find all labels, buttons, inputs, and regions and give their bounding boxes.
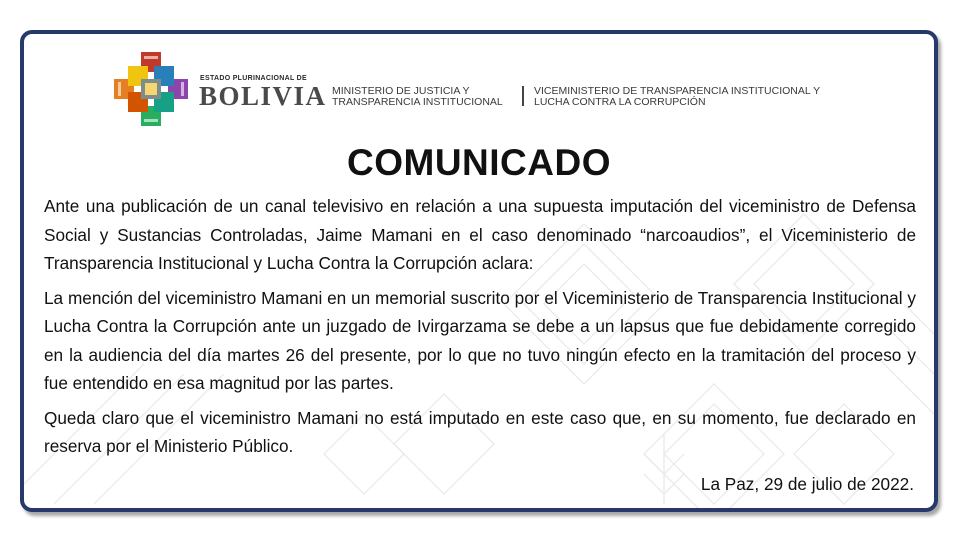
ministry-line-2: TRANSPARENCIA INSTITUCIONAL bbox=[332, 96, 503, 108]
document-body bbox=[44, 192, 916, 467]
institution-header bbox=[114, 52, 874, 122]
document-date: La Paz, 29 de julio de 2022. bbox=[700, 474, 914, 494]
ministry-name bbox=[332, 86, 503, 108]
document-title: COMUNICADO bbox=[347, 142, 611, 183]
communique-frame bbox=[20, 30, 938, 512]
viceministry-name bbox=[534, 86, 820, 108]
paragraph-2: La mención del viceministro Mamani en un memorial suscrito por el Viceministerio de Transparencia Institucional y Lucha Contra la Corrupción ante un juzgado de Ivirgarzama se debe a un lapsus que fue debidamente corregido en la audiencia del día martes 26 del presente, por lo que no tuvo ningún efecto en la tramitación del proceso y fue entendido en esa magnitud por las partes. bbox=[44, 287, 916, 393]
estado-label: ESTADO PLURINACIONAL DE bbox=[200, 75, 307, 82]
paragraph-3: Queda claro que el viceministro Mamani no está imputado en este caso que, en su momento, fue declarado en reserva por el Ministerio Público. bbox=[44, 407, 916, 456]
paragraph-1: Ante una publicación de un canal televisivo en relación a una supuesta imputación del viceministro de Defensa Social y Sustancias Controladas, Jaime Mamani en el caso denominado “narcoaudios”, el Viceministerio de Transparencia Institucional y Lucha Contra la Corrupción aclara: bbox=[44, 196, 916, 273]
ministry-line-1: MINISTERIO DE JUSTICIA Y bbox=[332, 85, 470, 97]
viceministry-line-1: VICEMINISTERIO DE TRANSPARENCIA INSTITUCIONAL Y bbox=[534, 85, 821, 97]
country-name: BOLIVIA bbox=[199, 81, 327, 111]
bolivia-emblem-icon bbox=[114, 52, 188, 126]
viceministry-line-2: LUCHA CONTRA LA CORRUPCIÓN bbox=[534, 96, 706, 108]
header-separator bbox=[522, 86, 524, 106]
